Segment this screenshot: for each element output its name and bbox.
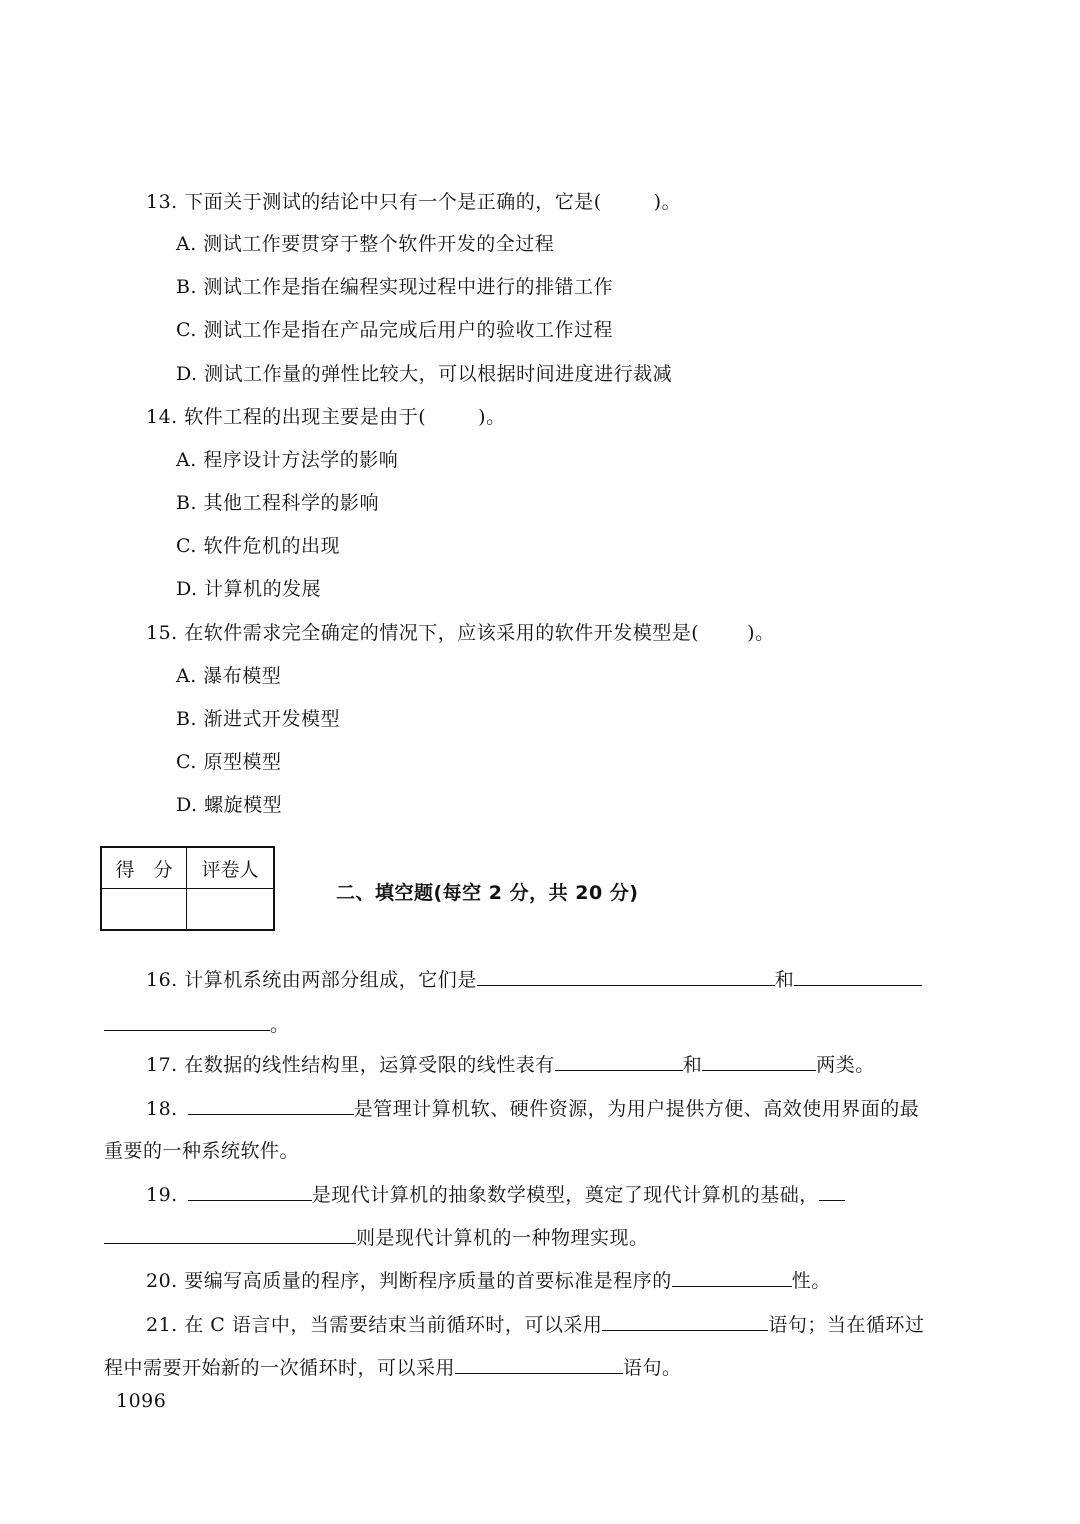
answer-blank-17b[interactable] (702, 1052, 816, 1071)
answer-blank-16b-cont[interactable] (104, 1012, 270, 1031)
answer-blank-16a[interactable] (477, 967, 775, 986)
page-number: 1096 (116, 1390, 167, 1412)
answer-blank-18[interactable] (188, 1096, 354, 1115)
option-13b: B. 测试工作是指在编程实现过程中进行的排错工作 (176, 276, 614, 298)
question-13-stem: 13. 下面关于测试的结论中只有一个是正确的，它是( (146, 191, 602, 213)
question-18: 18. 是管理计算机软、硬件资源，为用户提供方便、高效使用界面的最 (146, 1098, 920, 1120)
option-15c: C. 原型模型 (176, 751, 282, 773)
question-21: 21. 在 C 语言中，当需要结束当前循环时，可以采用 语句；当在循环过 (146, 1314, 925, 1336)
question-14: 14. 软件工程的出现主要是由于( )。 (146, 406, 506, 428)
question-20: 20. 要编写高质量的程序，判断程序质量的首要标准是程序的 性。 (146, 1270, 831, 1292)
question-15-stem: 15. 在软件需求完全确定的情况下，应该采用的软件开发模型是( (146, 622, 700, 644)
question-19-cont: 则是现代计算机的一种物理实现。 (104, 1225, 649, 1250)
grader-header: 评卷人 (187, 847, 275, 889)
answer-blank-20[interactable] (672, 1268, 792, 1287)
question-16-cont: 。 (104, 1012, 290, 1037)
question-19: 19. 是现代计算机的抽象数学模型，奠定了现代计算机的基础， (146, 1182, 845, 1207)
question-16: 16. 计算机系统由两部分组成，它们是 和 (146, 967, 922, 992)
question-17: 17. 在数据的线性结构里，运算受限的线性表有 和 两类。 (146, 1054, 875, 1076)
option-14c: C. 软件危机的出现 (176, 535, 340, 557)
option-14b: B. 其他工程科学的影响 (176, 492, 380, 514)
option-13c: C. 测试工作是指在产品完成后用户的验收工作过程 (176, 319, 613, 341)
option-13d: D. 测试工作量的弹性比较大，可以根据时间进度进行裁减 (176, 363, 673, 385)
question-18-cont: 重要的一种系统软件。 (104, 1140, 300, 1162)
question-14-stem: 14. 软件工程的出现主要是由于( (146, 406, 427, 428)
score-table (100, 846, 275, 931)
grader-cell[interactable] (187, 889, 275, 931)
question-21-cont: 程中需要开始新的一次循环时，可以采用 语句。 (104, 1357, 682, 1379)
answer-blank-19a[interactable] (188, 1182, 312, 1201)
answer-blank-19b[interactable] (819, 1182, 845, 1201)
question-13: 13. 下面关于测试的结论中只有一个是正确的，它是( )。 (146, 191, 682, 213)
answer-blank-19b-cont[interactable] (104, 1225, 356, 1244)
question-15: 15. 在软件需求完全确定的情况下，应该采用的软件开发模型是( )。 (146, 622, 775, 644)
answer-blank-21b[interactable] (455, 1355, 623, 1374)
option-14a: A. 程序设计方法学的影响 (176, 449, 399, 471)
score-header: 得 分 (101, 847, 187, 889)
answer-blank-21a[interactable] (602, 1312, 768, 1331)
option-14d: D. 计算机的发展 (176, 578, 322, 600)
answer-blank-16b[interactable] (794, 967, 922, 986)
option-15d: D. 螺旋模型 (176, 794, 283, 816)
option-15a: A. 瀑布模型 (176, 665, 282, 687)
section-title: 二、填空题(每空 2 分，共 20 分) (336, 882, 639, 904)
option-15b: B. 渐进式开发模型 (176, 708, 341, 730)
score-cell[interactable] (101, 889, 187, 931)
answer-blank-17a[interactable] (555, 1052, 683, 1071)
option-13a: A. 测试工作要贯穿于整个软件开发的全过程 (176, 233, 555, 255)
